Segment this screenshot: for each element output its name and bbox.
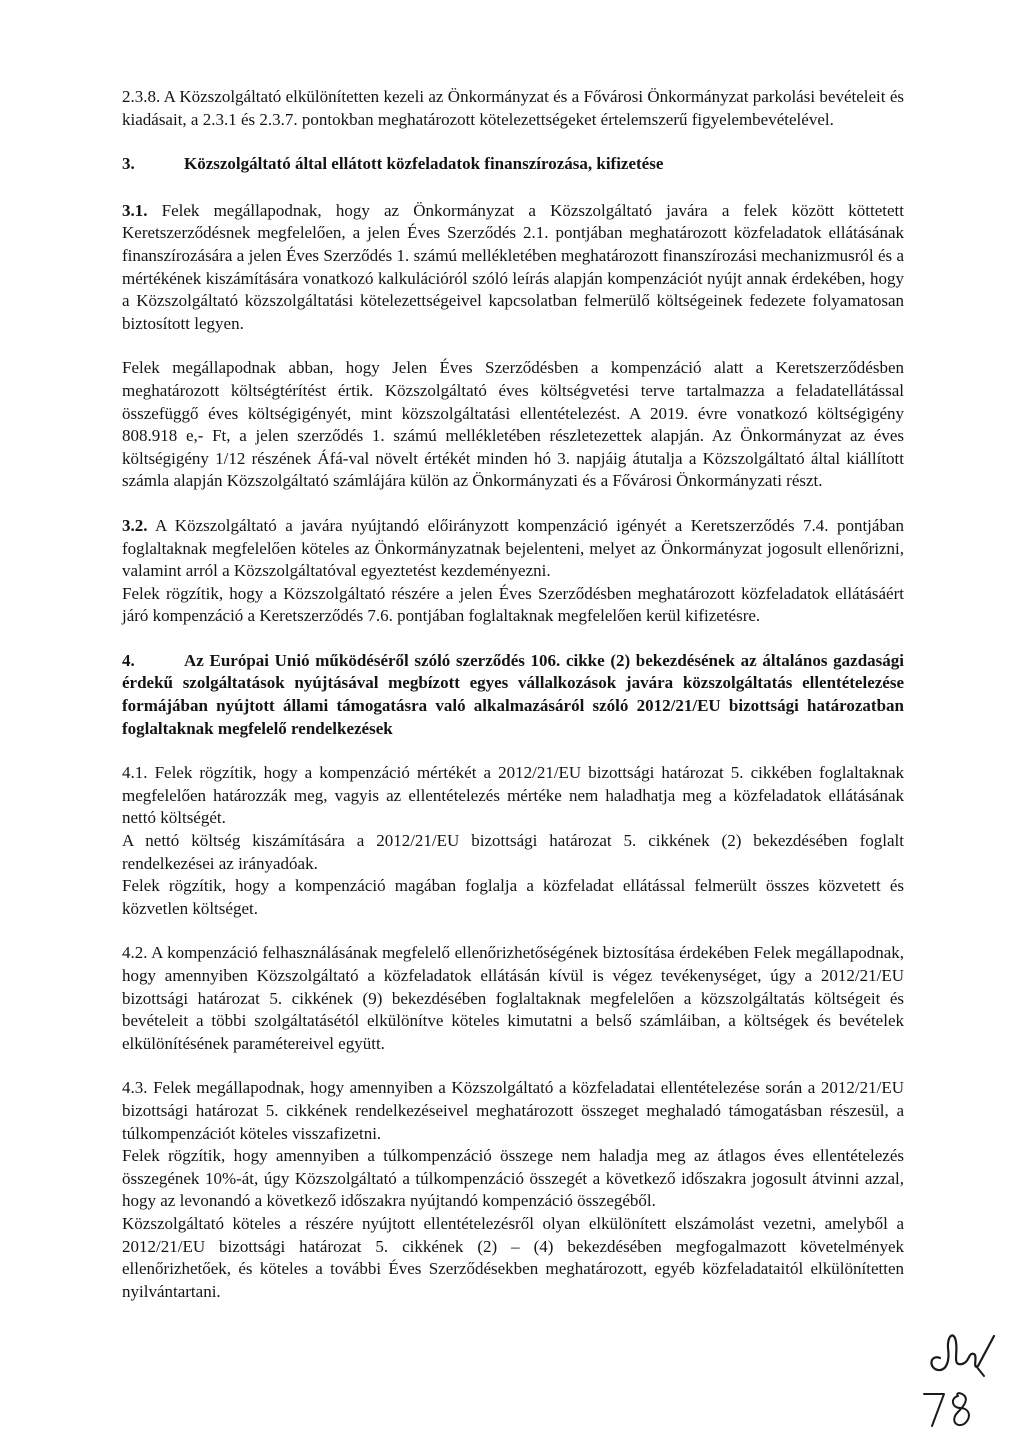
- paragraph-3-2-continued: Felek rögzítik, hogy a Közszolgáltató részére a jelen Éves Szerződésben meghatározott közfeladatok ellátásáért járó kompenzáció a Keretszerződés 7.6. pontjában foglaltaknak megfelelően kerül kifizetésre.: [122, 583, 904, 626]
- paragraph-3-1-continued: Felek megállapodnak abban, hogy Jelen Éves Szerződésben a kompenzáció alatt a Keretszerződésben meghatározott költségtérítést értik. Közszolgáltató éves költségvetési terve tartalmazza a feladatellátással összefüggő éves költségigényét, mint közszolgáltatási ellentételezést. A 2019. évre vonatkozó költségigény 808.918 e,- Ft, a jelen szerződés 1. számú mellékletében részletezettek alapján. Az Önkormányzat az éves költségigény 1/12 részének Áfá-val növelt értékét minden hó 3. napjáig átutalja a Közszolgáltató által kiállított számla alapján Közszolgáltató számlájára külön az Önkormányzati és a Fővárosi Önkormányzati részt.: [122, 358, 904, 491]
- paragraph-2-3-8: 2.3.8. A Közszolgáltató elkülönítetten kezeli az Önkormányzat és a Fővárosi Önkormányzat parkolási bevételeit és kiadásait, a 2.3.1 és 2.3.7. pontokban meghatározott kötelezettségeket értelemszerű figyelembevételével.: [122, 87, 904, 129]
- section-3-heading: [122, 153, 904, 176]
- paragraph-3-1-text: Felek megállapodnak, hogy az Önkormányzat a Közszolgáltató javára a felek között köttetett Keretszerződésnek megfelelően, a jelen Éves Szerződés 2.1. pontjában meghatározott közfeladatok ellátásának finanszírozására a jelen Éves Szerződés 1. számú mellékletében meghatározott finanszírozási mechanizmusról és a mértékének kiszámítására vonatkozó kalkulációról szóló leírás alapján kompenzációt nyújt annak érdekében, hogy a Közszolgáltató közszolgáltatási kötelezettségeivel kapcsolatban felmerülő költségeinek fedezete folyamatosan biztosított legyen.: [122, 200, 905, 333]
- paragraph-3-1-number: 3.1.: [122, 200, 148, 220]
- section-4-number: 4.: [122, 650, 135, 670]
- paragraph-4-3-c: Közszolgáltató köteles a részére nyújtott ellentételezésről olyan elkülönített elszámolást vezetni, amelyből a 2012/21/EU bizottsági határozat 5. cikkének (2) – (4) bekezdésében megfogalmazott követelmények ellenőrizhetőek, és köteles a további Éves Szerződésekben meghatározott, egyéb közfeladataitól elkülönítetten nyilvántartani.: [122, 1213, 904, 1301]
- handwritten-initials: [918, 1318, 1008, 1378]
- paragraph-3-2-number: 3.2.: [122, 515, 148, 535]
- section-3-title: Közszolgáltató által ellátott közfeladatok finanszírozása, kifizetése: [184, 154, 664, 174]
- section-3-number: 3.: [122, 154, 135, 174]
- paragraph-4-1-c: Felek rögzítik, hogy a kompenzáció magában foglalja a közfeladat ellátással felmerült összes közvetett és közvetlen költséget.: [122, 876, 904, 918]
- paragraph-3-2: [122, 515, 904, 583]
- section-4-heading: [122, 650, 904, 740]
- document-page: [122, 86, 904, 1303]
- paragraph-3-2-text: A Közszolgáltató a javára nyújtandó előirányzott kompenzáció igényét a Keretszerződés 7.4. pontjában foglaltaknak megfelelően köteles az Önkormányzatnak bejelenteni, melyet az Önkormányzat jogosult ellenőrizni, valamint arról a Közszolgáltatóval egyeztetést kezdeményezni.: [122, 515, 904, 581]
- paragraph-4-1: 4.1. Felek rögzítik, hogy a kompenzáció mértékét a 2012/21/EU bizottsági határozat 5. cikkében foglaltaknak megfelelően határozzák meg, vagyis az ellentételezés mértéke nem haladhatja meg a közfeladatok ellátásának nettó költségét.: [122, 763, 904, 828]
- handwritten-page-number: [916, 1384, 986, 1434]
- paragraph-4-3: 4.3. Felek megállapodnak, hogy amennyiben a Közszolgáltató a közfeladatai ellentételezése során a 2012/21/EU bizottsági határozat 5. cikkének rendelkezéseivel meghatározott összeget meghaladó támogatásban részesül, a túlkompenzációt köteles visszafizetni.: [122, 1078, 904, 1143]
- paragraph-3-1: [122, 200, 904, 336]
- paragraph-4-1-b: A nettó költség kiszámítására a 2012/21/EU bizottsági határozat 5. cikkének (2) bekezdésében foglalt rendelkezései az irányadóak.: [122, 831, 904, 873]
- paragraph-4-2: 4.2. A kompenzáció felhasználásának megfelelő ellenőrizhetőségének biztosítása érdekében Felek megállapodnak, hogy amennyiben Közszolgáltató a közfeladatok ellátásán kívül is végez tevékenységet, úgy a 2012/21/EU bizottsági határozat 5. cikkének (9) bekezdésében foglaltaknak megfelelően a közszolgáltatás költségeit és bevételeit a többi szolgáltatásétól elkülönítve köteles kimutatni a belső számláiban, a költségek és bevételek elkülönítésének paramétereivel együtt.: [122, 943, 904, 1053]
- paragraph-4-3-b: Felek rögzítik, hogy amennyiben a túlkompenzáció összege nem haladja meg az átlagos éves ellentételezés összegének 10%-át, úgy Közszolgáltató a túlkompenzáció összegét a következő időszakra jogosult átvinni azzal, hogy az levonandó a következő időszakra nyújtandó kompenzáció összegéből.: [122, 1146, 904, 1211]
- section-4-title: Az Európai Unió működéséről szóló szerződés 106. cikke (2) bekezdésének az általános gazdasági érdekű szolgáltatások nyújtásával megbízott egyes vállalkozások javára közszolgáltatás ellentételezése formájában nyújtott állami támogatásra való alkalmazásáról szóló 2012/21/EU bizottsági határozatban foglaltaknak megfelelő rendelkezések: [122, 650, 904, 738]
